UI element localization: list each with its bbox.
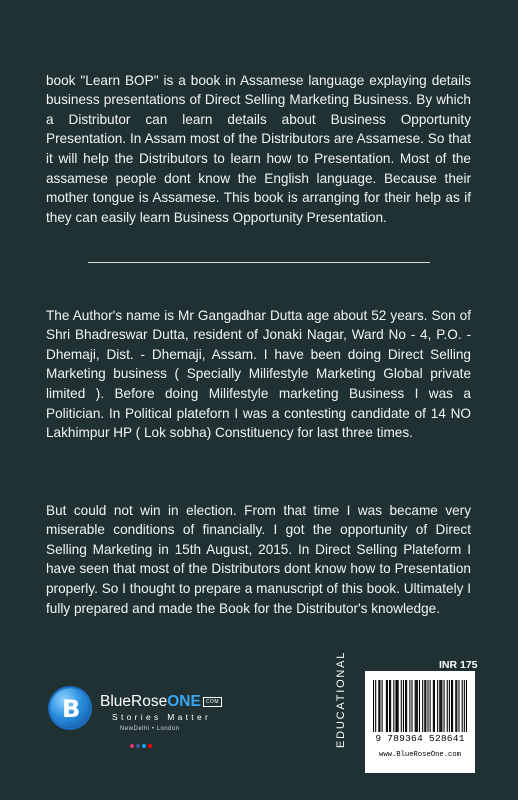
barcode-bar bbox=[416, 680, 417, 732]
publisher-logo bbox=[50, 688, 250, 748]
barcode-bar bbox=[451, 680, 452, 732]
category-label: EDUCATIONAL bbox=[335, 650, 347, 748]
barcode-bar bbox=[433, 680, 434, 732]
publisher-logo-icon bbox=[50, 688, 90, 728]
social-icons bbox=[130, 735, 160, 740]
barcode-bar bbox=[397, 680, 398, 732]
barcode-bar bbox=[455, 680, 456, 732]
barcode bbox=[365, 671, 475, 773]
barcode-bar bbox=[401, 680, 402, 732]
barcode-bar bbox=[452, 680, 453, 732]
barcode-bar bbox=[419, 680, 420, 732]
barcode-bar bbox=[444, 680, 445, 732]
book-description-paragraph: book "Learn BOP" is a book in Assamese language explaying details business presentations of Direct Selling Marketing Business. By which a Distributor can learn details about Business Opportunity Presentation. In Assam most of the Distributors are Assamese. So that it will help the Distributors to learn how to Presentation. Most of the assamese people dont know the English language. Because their mother tongue is Assamese. This book is arranging for their help as if they can easily learn Business Opportunity Presentation. bbox=[46, 72, 471, 225]
barcode-bar bbox=[447, 680, 448, 732]
barcode-bar bbox=[437, 680, 438, 732]
barcode-bar bbox=[403, 680, 404, 732]
publisher-name-part1: BlueRose bbox=[100, 693, 168, 710]
barcode-bar bbox=[440, 680, 441, 732]
publisher-logo-letter: B bbox=[62, 695, 81, 723]
publisher-website: www.BlueRoseOne.com bbox=[379, 751, 461, 759]
barcode-bar bbox=[464, 680, 465, 732]
barcode-bar bbox=[379, 680, 380, 732]
publisher-tagline: Stories Matter bbox=[112, 712, 212, 722]
barcode-bar bbox=[422, 680, 423, 732]
divider-line bbox=[88, 262, 430, 263]
barcode-bar bbox=[458, 680, 459, 732]
barcode-bar bbox=[398, 680, 399, 732]
barcode-bar bbox=[389, 680, 390, 732]
barcode-bar bbox=[406, 680, 407, 732]
isbn-number: 9 789364 528641 bbox=[375, 733, 465, 744]
publisher-name-part2: ONE bbox=[167, 693, 201, 710]
barcode-bar bbox=[449, 680, 450, 732]
price-label: INR 175 bbox=[439, 659, 478, 671]
barcode-bar bbox=[439, 680, 440, 732]
publisher-name bbox=[100, 693, 222, 711]
facebook-icon bbox=[136, 744, 140, 748]
barcode-bar bbox=[466, 680, 467, 732]
barcode-bar bbox=[382, 680, 383, 732]
instagram-icon bbox=[130, 744, 134, 748]
barcode-bar bbox=[415, 680, 416, 732]
barcode-bar bbox=[417, 680, 418, 732]
barcode-bar bbox=[434, 680, 435, 732]
barcode-bar bbox=[390, 680, 391, 732]
barcode-bar bbox=[424, 680, 425, 732]
author-story-paragraph: But could not win in election. From that time I was became very miserable conditions of financially. I got the opportunity of Direct Selling Marketing in 15th August, 2015. In Direct Selling Plateform I have seen that most of the Distributors dont know how to Presentation properly. So I thought to prepare a manuscript of this book. Ultimately I fully prepared and made the Book for the Distributor's knowledge. bbox=[46, 502, 471, 616]
barcode-bar bbox=[378, 680, 379, 732]
youtube-icon bbox=[148, 744, 152, 748]
barcode-bars bbox=[373, 680, 467, 732]
barcode-bar bbox=[456, 680, 457, 732]
barcode-bar bbox=[462, 680, 463, 732]
barcode-bar bbox=[441, 680, 442, 732]
barcode-bar bbox=[425, 680, 426, 732]
barcode-bar bbox=[430, 680, 431, 732]
publisher-name-box: COM bbox=[203, 697, 222, 707]
barcode-bar bbox=[427, 680, 428, 732]
barcode-bar bbox=[387, 680, 388, 732]
barcode-bar bbox=[393, 680, 394, 732]
barcode-bar bbox=[375, 680, 376, 732]
barcode-bar bbox=[411, 680, 412, 732]
barcode-bar bbox=[405, 680, 406, 732]
barcode-bar bbox=[409, 680, 410, 732]
publisher-cities: NewDelhi • London bbox=[120, 726, 180, 732]
author-bio-paragraph: The Author's name is Mr Gangadhar Dutta age about 52 years. Son of Shri Bhadreswar Dutta, resident of Jonaki Nagar, Ward No - 4, P.O. - Dhemaji, Dist. - Dhemaji, Assam. I have been doing Direct Selling Marketing business ( Specially Milifestyle Marketing Global private limited ). Before doing Milifestyle marketing Business I was a Politician. In Political plateforn I was a contesting candidate of 14 NO Lakhimpur HP ( Lok sobha) Constituency for last three times. bbox=[46, 307, 471, 441]
twitter-icon bbox=[142, 744, 146, 748]
barcode-bar bbox=[386, 680, 387, 732]
barcode-bar bbox=[373, 680, 374, 732]
barcode-bar bbox=[395, 680, 396, 732]
